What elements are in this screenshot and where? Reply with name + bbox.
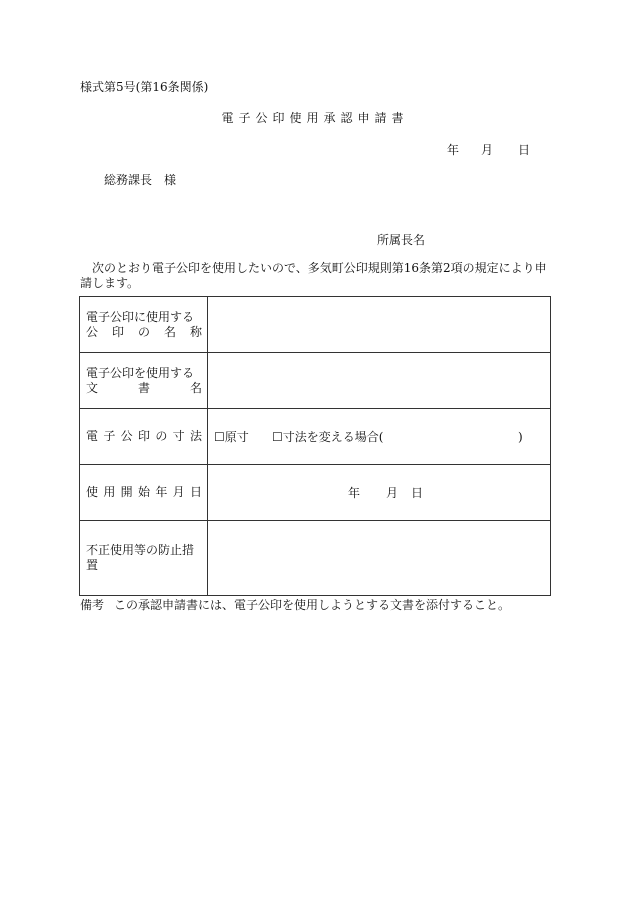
remarks-text: この承認申請書には、電子公印を使用しようとする文書を添付すること。 <box>114 598 511 612</box>
document-name-field[interactable] <box>208 353 551 409</box>
table-row <box>80 521 551 596</box>
date-month-label: 月 <box>481 143 494 157</box>
start-month-label: 月 <box>385 486 398 500</box>
seal-name-label <box>80 297 208 353</box>
label-char: 印 <box>111 324 124 339</box>
table-row <box>80 465 551 521</box>
start-day-label: 日 <box>410 486 423 500</box>
document-name-label-line2 <box>86 381 202 396</box>
intro-text: 次のとおり電子公印を使用したいので、多気町公印規則第16条第2項の規定により申請します。 <box>80 261 547 290</box>
applicant-name-label: 所属長名 <box>377 233 426 247</box>
page-title: 電子公印使用承認申請書 <box>221 111 409 125</box>
label-char: 子 <box>103 429 116 443</box>
start-year-label: 年 <box>347 486 360 500</box>
table-row <box>80 353 551 409</box>
start-date-label-text <box>86 485 202 500</box>
table-row <box>80 297 551 353</box>
addressee: 総務課長 様 <box>104 173 177 187</box>
label-char: 印 <box>137 429 150 443</box>
seal-size-field <box>208 409 551 465</box>
label-char: 公 <box>120 429 133 443</box>
label-char: 名 <box>189 380 202 395</box>
label-char: の <box>155 429 168 443</box>
start-date-field[interactable] <box>208 465 551 521</box>
seal-name-field[interactable] <box>208 297 551 353</box>
date-day-label: 日 <box>518 143 531 157</box>
application-date <box>447 141 530 158</box>
label-char: 年 <box>155 485 168 499</box>
start-date-label <box>80 465 208 521</box>
document-name-label <box>80 353 208 409</box>
label-char: 文 <box>86 380 99 395</box>
label-char: 寸 <box>172 429 185 443</box>
label-char: 公 <box>86 324 99 339</box>
label-char: 開 <box>120 485 133 499</box>
label-char: の <box>137 324 150 339</box>
label-char: 用 <box>103 485 116 499</box>
label-char: 始 <box>137 485 150 499</box>
label-char: 書 <box>137 380 150 395</box>
label-char: 名 <box>163 324 176 339</box>
label-char: 法 <box>189 429 202 443</box>
misuse-prevention-field[interactable] <box>208 521 551 596</box>
label-char: 電 <box>86 429 99 443</box>
close-paren: ) <box>518 430 523 444</box>
document-name-label-line1: 電子公印を使用する <box>86 365 195 380</box>
misuse-prevention-label: 不正使用等の防止措置 <box>80 521 208 596</box>
remarks <box>80 596 510 613</box>
changed-size-checkbox[interactable]: ☐寸法を変える場合( <box>272 430 384 444</box>
label-char: 月 <box>172 485 185 499</box>
date-year-label: 年 <box>447 143 460 157</box>
seal-name-label-line2 <box>86 325 202 340</box>
label-char: 日 <box>189 485 202 499</box>
remarks-head: 備考 <box>80 598 105 612</box>
seal-size-label-text <box>86 429 202 444</box>
table-row <box>80 409 551 465</box>
label-char: 称 <box>189 324 202 339</box>
label-char: 使 <box>86 485 99 499</box>
application-table <box>79 296 551 596</box>
form-number: 様式第5号(第16条関係) <box>80 80 209 94</box>
original-size-checkbox[interactable]: ☐原寸 <box>214 430 249 444</box>
seal-size-label <box>80 409 208 465</box>
seal-name-label-line1: 電子公印に使用する <box>86 309 195 324</box>
